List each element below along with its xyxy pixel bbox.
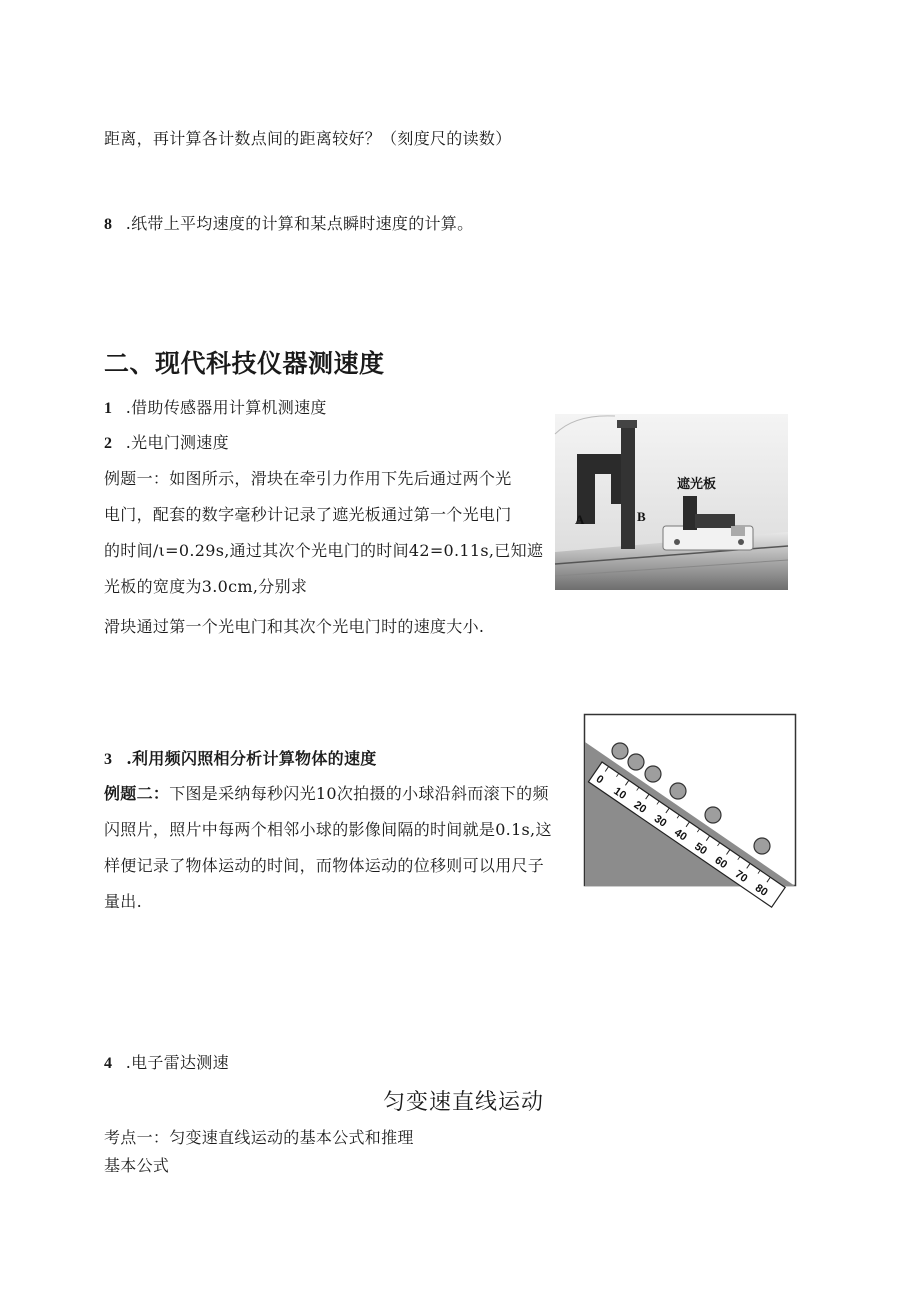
example1-line-3: 的时间/ι=0.29s,通过其次个光电门的时间42=0.11s,已知遮 bbox=[104, 541, 544, 560]
ruler-tick-label: 40 bbox=[671, 826, 689, 844]
ball-2 bbox=[628, 754, 644, 770]
ruler-tick-label: 20 bbox=[631, 798, 649, 816]
item-4 bbox=[104, 1052, 229, 1075]
example2-label: 例题二： bbox=[104, 784, 170, 803]
text-line-distance: 距离，再计算各计数点间的距离较好？（刻度尺的读数） bbox=[104, 129, 512, 148]
ball-3 bbox=[645, 766, 661, 782]
example2-text: 下图是采纳每秒闪光10次拍摄的小球沿斜而滚下的频 bbox=[169, 784, 549, 803]
label-shading-board: 遮光板 bbox=[677, 477, 717, 492]
item-text: .利用频闪照相分析计算物体的速度 bbox=[126, 749, 377, 768]
item-text: .电子雷达测速 bbox=[125, 1053, 229, 1072]
example2-line-3: 样便记录了物体运动的时间，而物体运动的位移则可以用尺子 bbox=[104, 856, 545, 875]
ball-5 bbox=[705, 807, 721, 823]
item-number: 4 bbox=[104, 1055, 113, 1072]
ruler-tick-label: 80 bbox=[752, 882, 770, 899]
key-point-1: 考点一：匀变速直线运动的基本公式和推理 bbox=[104, 1128, 414, 1147]
item-2 bbox=[104, 432, 229, 455]
ruler-tick-label: 60 bbox=[712, 854, 730, 872]
ball-4 bbox=[670, 783, 686, 799]
section-title: 二、现代科技仪器测速度 bbox=[104, 349, 385, 378]
label-b: B bbox=[637, 509, 646, 524]
ruler-tick-label: 70 bbox=[732, 868, 750, 886]
item-number: 1 bbox=[104, 400, 113, 417]
example1-line-1: 例题一：如图所示，滑块在牵引力作用下先后通过两个光 bbox=[104, 469, 512, 488]
shading-board bbox=[683, 496, 697, 530]
example2-line-2: 闪照片，照片中每两个相邻小球的影像间隔的时间就是0.1s,这 bbox=[104, 820, 552, 839]
item-3 bbox=[104, 748, 377, 771]
example2-line-1 bbox=[104, 783, 549, 805]
label-a: A bbox=[575, 512, 585, 527]
example1-line-5: 滑块通过第一个光电门和其次个光电门时的速度大小. bbox=[104, 617, 485, 636]
item-number: 3 bbox=[104, 751, 113, 768]
key-point-1-subtitle: 基本公式 bbox=[104, 1156, 170, 1175]
ruler-tick-label: 10 bbox=[611, 785, 629, 802]
photogate-figure bbox=[555, 414, 788, 590]
item-1 bbox=[104, 397, 327, 420]
ruler-tick-label: 30 bbox=[651, 812, 669, 830]
item-number: 8 bbox=[104, 216, 113, 233]
ball-1 bbox=[612, 743, 628, 759]
item-8 bbox=[104, 213, 473, 236]
chapter-title: 匀变速直线运动 bbox=[383, 1090, 545, 1115]
example2-line-4: 量出. bbox=[104, 892, 142, 911]
item-number: 2 bbox=[104, 435, 113, 452]
ruler-tick-label: 50 bbox=[692, 840, 710, 858]
example1-line-2: 电门，配套的数字毫秒计记录了遮光板通过第一个光电门 bbox=[104, 505, 512, 524]
item-text: .借助传感器用计算机测速度 bbox=[125, 398, 327, 417]
item-text: .纸带上平均速度的计算和某点瞬时速度的计算。 bbox=[125, 214, 474, 233]
ruler-tick-label: 0 bbox=[593, 773, 606, 787]
example1-line-4: 光板的宽度为3.0cm,分别求 bbox=[104, 577, 308, 596]
ball-6 bbox=[754, 838, 770, 854]
item-text: .光电门测速度 bbox=[125, 433, 229, 452]
strobe-photo-figure bbox=[584, 714, 796, 899]
